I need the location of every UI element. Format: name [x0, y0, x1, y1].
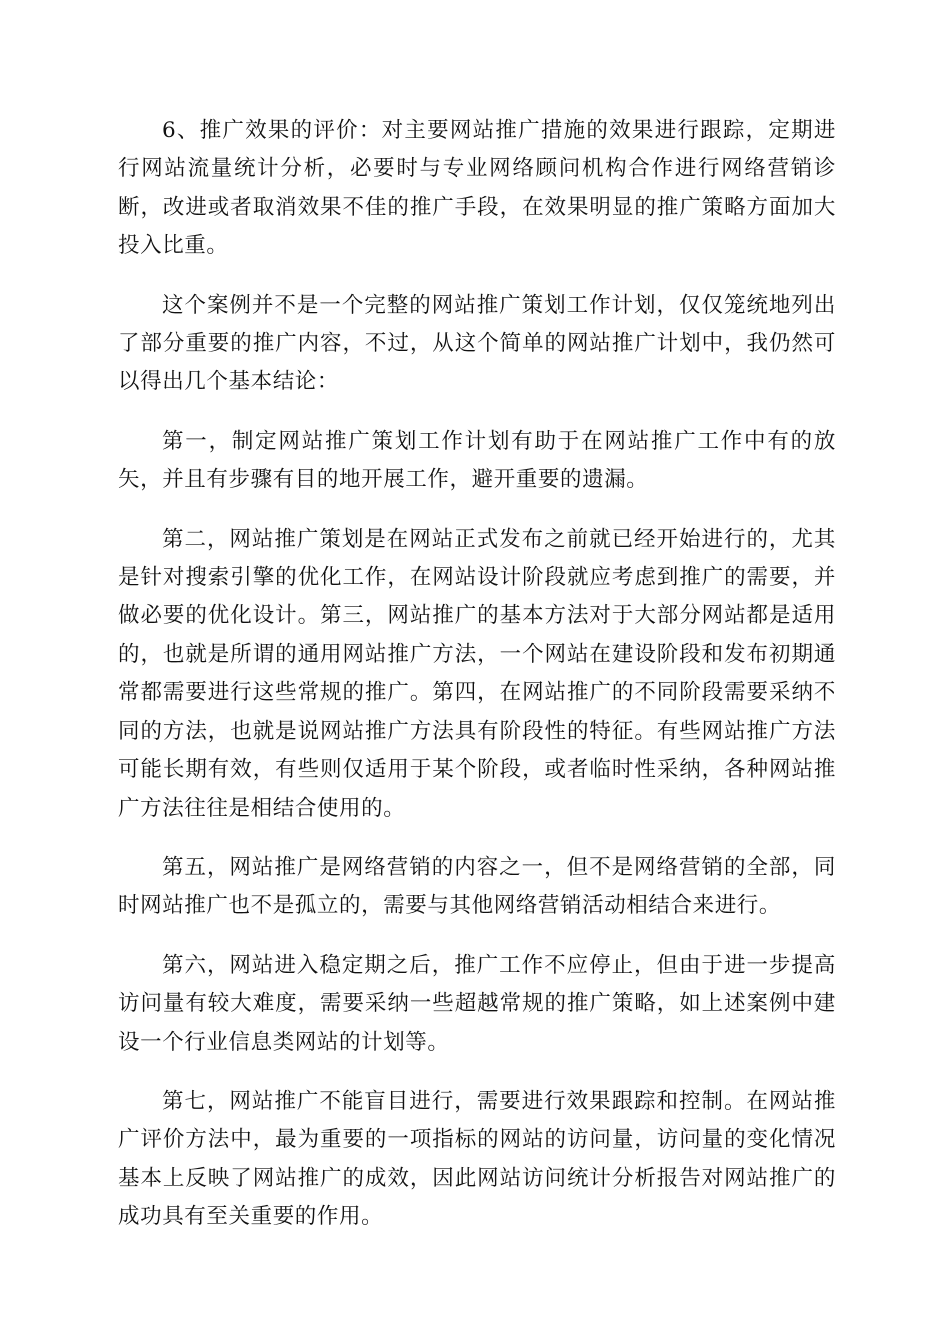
paragraph-promotion-evaluation: 6、推广效果的评价：对主要网站推广措施的效果进行跟踪，定期进行网站流量统计分析，必要时与专业网络顾问机构合作进行网络营销诊断，改进或者取消效果不佳的推广手段，在效果明显的推广策略方面加大投入比重。	[118, 118, 836, 259]
paragraph-conclusion-5: 第五，网站推广是网络营销的内容之一，但不是网络营销的全部，同时网站推广也不是孤立的，需要与其他网络营销活动相结合来进行。	[118, 854, 836, 919]
paragraph-case-summary: 这个案例并不是一个完整的网站推广策划工作计划，仅仅笼统地列出了部分重要的推广内容，不过，从这个简单的网站推广计划中，我仍然可以得出几个基本结论：	[118, 292, 836, 395]
paragraph-conclusion-1: 第一，制定网站推广策划工作计划有助于在网站推广工作中有的放矢，并且有步骤有目的地开展工作，避开重要的遗漏。	[118, 428, 836, 493]
paragraph-conclusion-6: 第六，网站进入稳定期之后，推广工作不应停止，但由于进一步提高访问量有较大难度，需要采纳一些超越常规的推广策略，如上述案例中建设一个行业信息类网站的计划等。	[118, 952, 836, 1055]
paragraph-conclusion-7: 第七，网站推广不能盲目进行，需要进行效果跟踪和控制。在网站推广评价方法中，最为重要的一项指标的网站的访问量，访问量的变化情况基本上反映了网站推广的成效，因此网站访问统计分析报告对网站推广的成功具有至关重要的作用。	[118, 1088, 836, 1230]
paragraph-conclusion-2-4: 第二，网站推广策划是在网站正式发布之前就已经开始进行的，尤其是针对搜索引擎的优化工作，在网站设计阶段就应考虑到推广的需要，并做必要的优化设计。第三，网站推广的基本方法对于大部分网站都是适用的，也就是所谓的通用网站推广方法，一个网站在建设阶段和发布初期通常都需要进行这些常规的推广。第四，在网站推广的不同阶段需要采纳不同的方法，也就是说网站推广方法具有阶段性的特征。有些网站推广方法可能长期有效，有些则仅适用于某个阶段，或者临时性采纳，各种网站推广方法往往是相结合使用的。	[118, 526, 836, 821]
document-body	[118, 112, 836, 1258]
